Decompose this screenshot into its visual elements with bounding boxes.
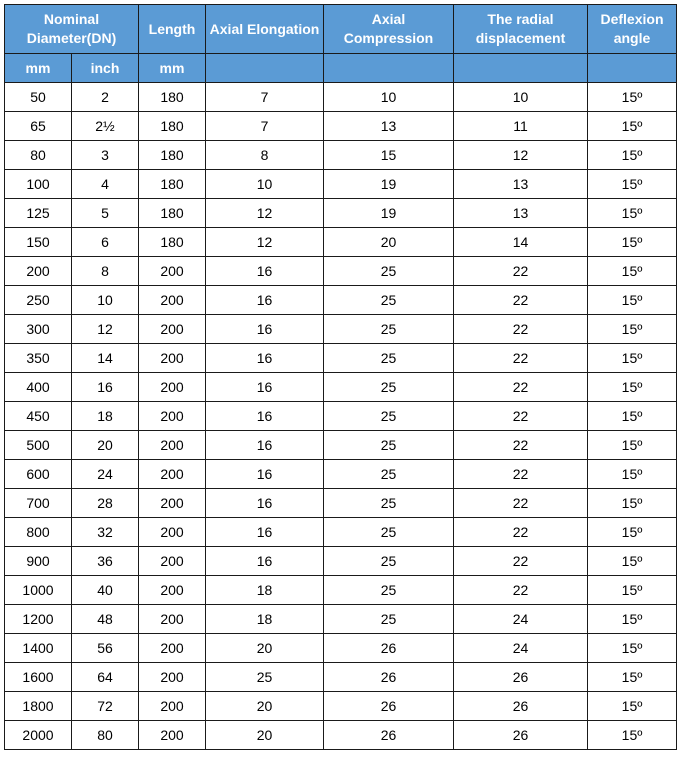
cell-axial-elongation: 16: [206, 460, 324, 489]
header-nominal-diameter-line1: Nominal: [43, 11, 100, 27]
cell-diameter-mm: 200: [5, 257, 72, 286]
cell-length: 180: [139, 228, 206, 257]
cell-diameter-inch: 2½: [72, 112, 139, 141]
cell-diameter-mm: 1800: [5, 692, 72, 721]
cell-diameter-mm: 125: [5, 199, 72, 228]
cell-axial-compression: 25: [324, 344, 454, 373]
cell-length: 180: [139, 170, 206, 199]
table-row: [5, 547, 677, 576]
unit-elongation-empty: [206, 54, 324, 83]
cell-length: 200: [139, 489, 206, 518]
cell-deflexion-angle: 15º: [588, 344, 677, 373]
cell-axial-compression: 15: [324, 141, 454, 170]
cell-axial-compression: 19: [324, 199, 454, 228]
cell-axial-elongation: 20: [206, 721, 324, 750]
table-row: [5, 112, 677, 141]
unit-length-mm: mm: [139, 54, 206, 83]
cell-axial-elongation: 16: [206, 518, 324, 547]
table-row: [5, 257, 677, 286]
cell-diameter-inch: 20: [72, 431, 139, 460]
header-axial-compression: [324, 5, 454, 54]
cell-radial-displacement: 22: [454, 344, 588, 373]
cell-deflexion-angle: 15º: [588, 83, 677, 112]
cell-length: 180: [139, 199, 206, 228]
cell-length: 200: [139, 402, 206, 431]
cell-axial-elongation: 18: [206, 605, 324, 634]
cell-axial-compression: 25: [324, 547, 454, 576]
cell-length: 180: [139, 83, 206, 112]
table-row: [5, 170, 677, 199]
cell-axial-compression: 25: [324, 489, 454, 518]
cell-diameter-mm: 65: [5, 112, 72, 141]
cell-length: 200: [139, 373, 206, 402]
table-row: [5, 663, 677, 692]
cell-radial-displacement: 22: [454, 373, 588, 402]
table-row: [5, 721, 677, 750]
cell-axial-elongation: 16: [206, 402, 324, 431]
header-row-titles: [5, 5, 677, 54]
cell-axial-compression: 26: [324, 634, 454, 663]
cell-diameter-mm: 450: [5, 402, 72, 431]
table-row: [5, 141, 677, 170]
cell-diameter-inch: 8: [72, 257, 139, 286]
cell-deflexion-angle: 15º: [588, 518, 677, 547]
cell-radial-displacement: 22: [454, 576, 588, 605]
table-row: [5, 692, 677, 721]
cell-length: 200: [139, 518, 206, 547]
cell-axial-elongation: 16: [206, 373, 324, 402]
cell-length: 200: [139, 286, 206, 315]
cell-radial-displacement: 13: [454, 199, 588, 228]
table-header: [5, 5, 677, 83]
cell-axial-compression: 25: [324, 315, 454, 344]
cell-length: 200: [139, 692, 206, 721]
cell-diameter-inch: 80: [72, 721, 139, 750]
cell-diameter-mm: 50: [5, 83, 72, 112]
header-radial-displacement-line2: displacement: [475, 30, 566, 46]
cell-length: 180: [139, 141, 206, 170]
cell-deflexion-angle: 15º: [588, 141, 677, 170]
cell-radial-displacement: 22: [454, 547, 588, 576]
cell-diameter-mm: 1000: [5, 576, 72, 605]
cell-radial-displacement: 14: [454, 228, 588, 257]
cell-radial-displacement: 24: [454, 634, 588, 663]
unit-mm: mm: [5, 54, 72, 83]
cell-deflexion-angle: 15º: [588, 402, 677, 431]
cell-diameter-inch: 2: [72, 83, 139, 112]
cell-axial-compression: 25: [324, 373, 454, 402]
header-row-units: [5, 54, 677, 83]
header-deflexion-angle-line2: angle: [613, 30, 651, 46]
cell-radial-displacement: 11: [454, 112, 588, 141]
cell-diameter-inch: 36: [72, 547, 139, 576]
cell-diameter-inch: 32: [72, 518, 139, 547]
cell-deflexion-angle: 15º: [588, 460, 677, 489]
cell-diameter-mm: 800: [5, 518, 72, 547]
table-row: [5, 228, 677, 257]
cell-diameter-inch: 12: [72, 315, 139, 344]
table-row: [5, 373, 677, 402]
table-row: [5, 402, 677, 431]
header-axial-elongation: Axial Elongation: [206, 5, 324, 54]
cell-diameter-inch: 6: [72, 228, 139, 257]
cell-axial-compression: 26: [324, 721, 454, 750]
cell-diameter-inch: 3: [72, 141, 139, 170]
cell-length: 180: [139, 112, 206, 141]
header-nominal-diameter: [5, 5, 139, 54]
cell-diameter-mm: 500: [5, 431, 72, 460]
cell-length: 200: [139, 460, 206, 489]
cell-axial-compression: 25: [324, 460, 454, 489]
specification-table: [4, 4, 677, 750]
cell-radial-displacement: 22: [454, 431, 588, 460]
cell-length: 200: [139, 257, 206, 286]
cell-diameter-mm: 300: [5, 315, 72, 344]
cell-axial-compression: 25: [324, 431, 454, 460]
cell-deflexion-angle: 15º: [588, 576, 677, 605]
cell-deflexion-angle: 15º: [588, 199, 677, 228]
cell-axial-elongation: 16: [206, 489, 324, 518]
header-deflexion-angle-line1: Deflexion: [600, 11, 664, 27]
cell-deflexion-angle: 15º: [588, 170, 677, 199]
cell-length: 200: [139, 663, 206, 692]
cell-axial-compression: 26: [324, 663, 454, 692]
table-row: [5, 518, 677, 547]
cell-axial-compression: 25: [324, 518, 454, 547]
cell-axial-compression: 13: [324, 112, 454, 141]
cell-axial-compression: 20: [324, 228, 454, 257]
cell-diameter-mm: 700: [5, 489, 72, 518]
cell-radial-displacement: 22: [454, 489, 588, 518]
cell-axial-compression: 25: [324, 605, 454, 634]
cell-deflexion-angle: 15º: [588, 547, 677, 576]
cell-deflexion-angle: 15º: [588, 112, 677, 141]
header-axial-compression-line2: Compression: [343, 30, 434, 46]
table-row: [5, 286, 677, 315]
cell-axial-elongation: 12: [206, 199, 324, 228]
cell-length: 200: [139, 605, 206, 634]
cell-axial-compression: 25: [324, 286, 454, 315]
cell-deflexion-angle: 15º: [588, 257, 677, 286]
table-row: [5, 489, 677, 518]
cell-diameter-mm: 100: [5, 170, 72, 199]
table-row: [5, 199, 677, 228]
cell-length: 200: [139, 344, 206, 373]
cell-diameter-mm: 400: [5, 373, 72, 402]
cell-diameter-inch: 10: [72, 286, 139, 315]
table-row: [5, 344, 677, 373]
cell-length: 200: [139, 634, 206, 663]
cell-diameter-inch: 24: [72, 460, 139, 489]
cell-diameter-inch: 56: [72, 634, 139, 663]
cell-axial-elongation: 16: [206, 344, 324, 373]
cell-radial-displacement: 22: [454, 315, 588, 344]
unit-inch: inch: [72, 54, 139, 83]
cell-diameter-mm: 900: [5, 547, 72, 576]
cell-diameter-inch: 4: [72, 170, 139, 199]
cell-deflexion-angle: 15º: [588, 431, 677, 460]
cell-deflexion-angle: 15º: [588, 286, 677, 315]
cell-diameter-inch: 16: [72, 373, 139, 402]
cell-axial-compression: 26: [324, 692, 454, 721]
unit-radial-empty: [454, 54, 588, 83]
cell-length: 200: [139, 547, 206, 576]
cell-diameter-mm: 1200: [5, 605, 72, 634]
cell-axial-compression: 25: [324, 257, 454, 286]
cell-diameter-inch: 5: [72, 199, 139, 228]
cell-axial-elongation: 20: [206, 634, 324, 663]
table-row: [5, 605, 677, 634]
cell-length: 200: [139, 576, 206, 605]
cell-axial-compression: 19: [324, 170, 454, 199]
cell-radial-displacement: 22: [454, 518, 588, 547]
header-radial-displacement-line1: The radial: [487, 11, 554, 27]
cell-axial-elongation: 16: [206, 257, 324, 286]
cell-diameter-inch: 64: [72, 663, 139, 692]
cell-deflexion-angle: 15º: [588, 721, 677, 750]
cell-radial-displacement: 24: [454, 605, 588, 634]
cell-axial-elongation: 16: [206, 315, 324, 344]
cell-diameter-mm: 80: [5, 141, 72, 170]
cell-diameter-mm: 350: [5, 344, 72, 373]
table-row: [5, 576, 677, 605]
cell-diameter-mm: 600: [5, 460, 72, 489]
cell-diameter-mm: 150: [5, 228, 72, 257]
cell-diameter-mm: 1400: [5, 634, 72, 663]
cell-diameter-mm: 250: [5, 286, 72, 315]
cell-deflexion-angle: 15º: [588, 489, 677, 518]
cell-deflexion-angle: 15º: [588, 634, 677, 663]
cell-radial-displacement: 13: [454, 170, 588, 199]
cell-axial-elongation: 16: [206, 547, 324, 576]
table-row: [5, 460, 677, 489]
cell-diameter-inch: 14: [72, 344, 139, 373]
cell-axial-compression: 25: [324, 402, 454, 431]
table-row: [5, 634, 677, 663]
header-length: Length: [139, 5, 206, 54]
cell-diameter-mm: 2000: [5, 721, 72, 750]
cell-diameter-inch: 28: [72, 489, 139, 518]
cell-deflexion-angle: 15º: [588, 663, 677, 692]
cell-length: 200: [139, 721, 206, 750]
table-row: [5, 315, 677, 344]
cell-radial-displacement: 12: [454, 141, 588, 170]
cell-axial-elongation: 25: [206, 663, 324, 692]
cell-deflexion-angle: 15º: [588, 228, 677, 257]
cell-deflexion-angle: 15º: [588, 605, 677, 634]
unit-angle-empty: [588, 54, 677, 83]
cell-radial-displacement: 22: [454, 257, 588, 286]
cell-axial-elongation: 7: [206, 83, 324, 112]
cell-length: 200: [139, 431, 206, 460]
cell-length: 200: [139, 315, 206, 344]
cell-axial-compression: 25: [324, 576, 454, 605]
cell-axial-elongation: 7: [206, 112, 324, 141]
cell-axial-elongation: 16: [206, 431, 324, 460]
cell-radial-displacement: 22: [454, 402, 588, 431]
cell-deflexion-angle: 15º: [588, 373, 677, 402]
cell-axial-elongation: 10: [206, 170, 324, 199]
header-radial-displacement: [454, 5, 588, 54]
cell-radial-displacement: 10: [454, 83, 588, 112]
cell-diameter-inch: 40: [72, 576, 139, 605]
header-deflexion-angle: [588, 5, 677, 54]
header-nominal-diameter-line2: Diameter(DN): [26, 30, 117, 46]
cell-radial-displacement: 26: [454, 663, 588, 692]
table-body: [5, 83, 677, 750]
cell-axial-elongation: 12: [206, 228, 324, 257]
table-row: [5, 83, 677, 112]
cell-axial-elongation: 20: [206, 692, 324, 721]
cell-radial-displacement: 22: [454, 286, 588, 315]
cell-axial-elongation: 8: [206, 141, 324, 170]
table-row: [5, 431, 677, 460]
cell-diameter-inch: 72: [72, 692, 139, 721]
cell-deflexion-angle: 15º: [588, 692, 677, 721]
cell-radial-displacement: 22: [454, 460, 588, 489]
cell-axial-elongation: 18: [206, 576, 324, 605]
cell-deflexion-angle: 15º: [588, 315, 677, 344]
cell-diameter-inch: 18: [72, 402, 139, 431]
cell-axial-compression: 10: [324, 83, 454, 112]
cell-radial-displacement: 26: [454, 692, 588, 721]
cell-diameter-mm: 1600: [5, 663, 72, 692]
cell-diameter-inch: 48: [72, 605, 139, 634]
cell-radial-displacement: 26: [454, 721, 588, 750]
header-axial-compression-line1: Axial: [371, 11, 406, 27]
unit-compression-empty: [324, 54, 454, 83]
cell-axial-elongation: 16: [206, 286, 324, 315]
